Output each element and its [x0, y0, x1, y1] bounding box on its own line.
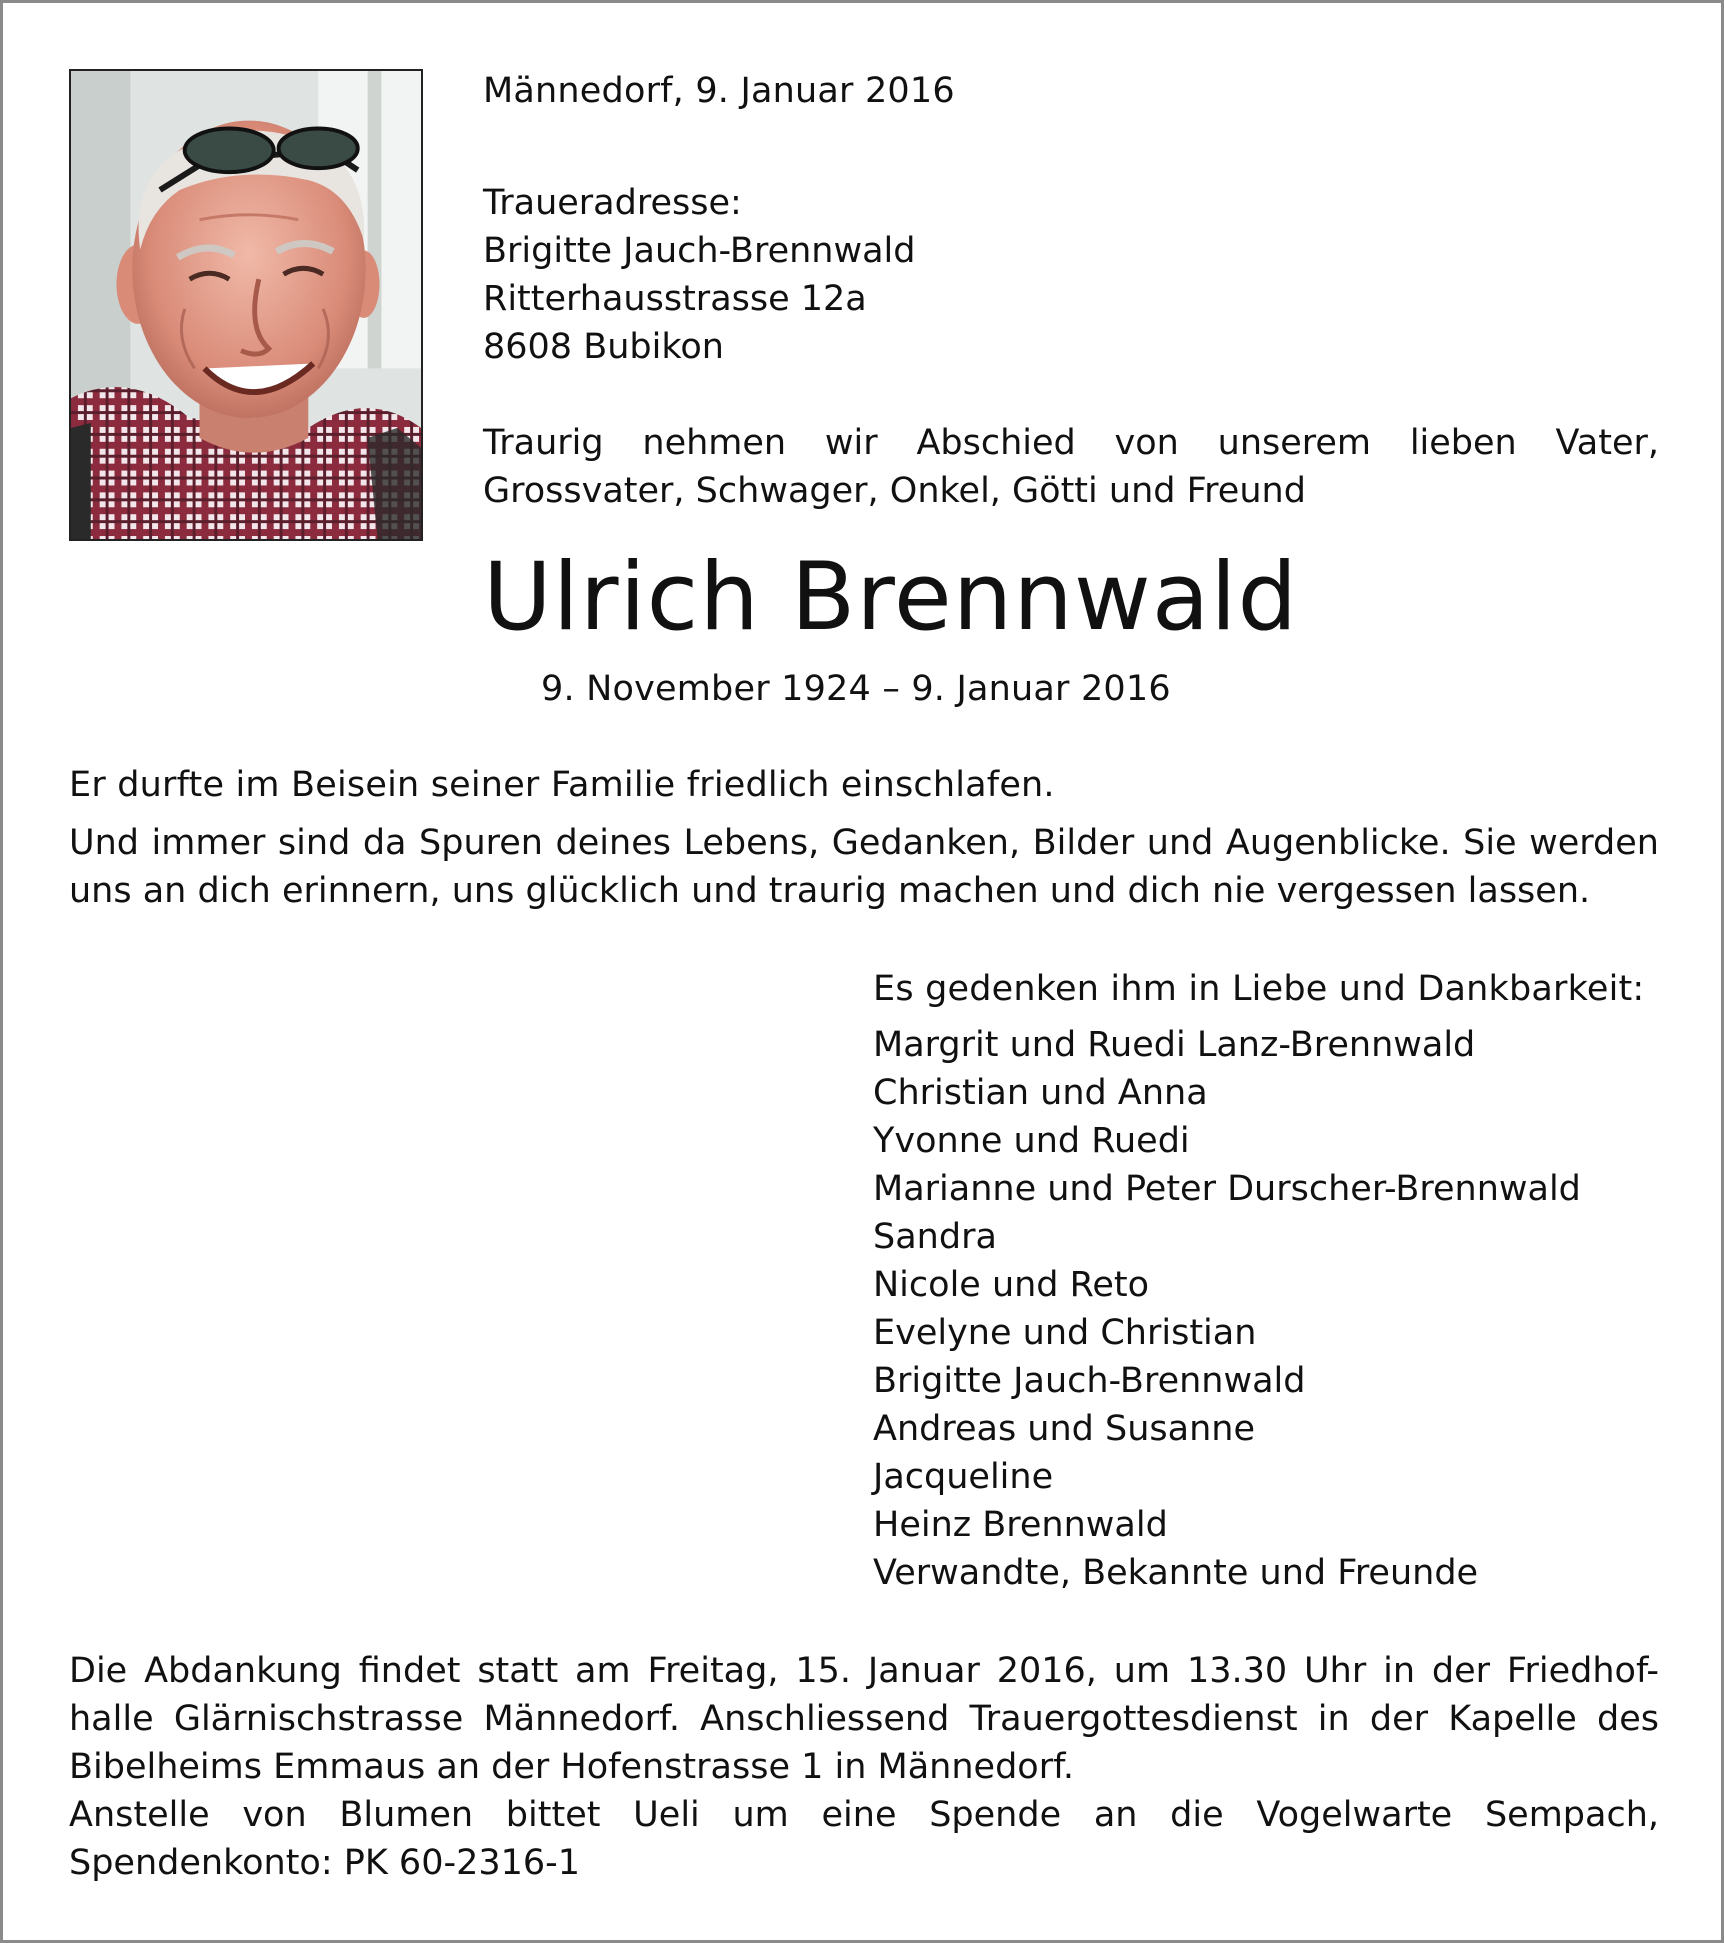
mourner-name: Evelyne und Christian: [873, 1313, 1257, 1353]
poem-line: Und immer sind da Spuren deines Lebens, Gedanken, Bilder und Augenblicke. Sie werden: [69, 823, 1659, 863]
address-line: Ritterhausstrasse 12a: [483, 279, 867, 319]
passing-sentence: Er durfte im Beisein seiner Familie friedlich einschlafen.: [69, 765, 1055, 805]
address-line: Brigitte Jauch-Brennwald: [483, 231, 916, 271]
memorial-poem: [69, 819, 1659, 915]
service-information: [69, 1647, 1659, 1887]
portrait-photo: [69, 69, 423, 541]
life-dates: 9. November 1924 – 9. Januar 2016: [541, 669, 1171, 709]
farewell-line: Traurig nehmen wir Abschied von unserem lieben Vater,: [483, 423, 1659, 463]
address-line: 8608 Bubikon: [483, 327, 724, 367]
farewell-text: [483, 419, 1659, 515]
service-line: Anstelle von Blumen bittet Ueli um eine Spende an die Vogelwarte Sempach,: [69, 1795, 1659, 1835]
service-line: Spendenkonto: PK 60-2316-1: [69, 1843, 581, 1883]
mourner-name: Sandra: [873, 1217, 997, 1257]
mourner-name: Marianne und Peter Durscher-Brennwald: [873, 1169, 1581, 1209]
place-date: Männedorf, 9. Januar 2016: [483, 71, 955, 111]
mourner-name: Brigitte Jauch-Brennwald: [873, 1361, 1306, 1401]
mourner-name: Nicole und Reto: [873, 1265, 1150, 1305]
mourner-name: Yvonne und Ruedi: [873, 1121, 1190, 1161]
mourners-list: [873, 1021, 1581, 1597]
poem-line: uns an dich erinnern, uns glücklich und traurig machen und dich nie vergessen lassen.: [69, 871, 1591, 911]
address-line: Traueradresse:: [483, 183, 742, 223]
service-line: Bibelheims Emmaus an der Hofenstrasse 1 in Männedorf.: [69, 1747, 1075, 1787]
service-line: halle Glärnischstrasse Männedorf. Anschliessend Trauergottesdienst in der Kapelle des: [69, 1699, 1659, 1739]
mourning-address: [483, 179, 915, 371]
mourner-name: Christian und Anna: [873, 1073, 1208, 1113]
farewell-line: Grossvater, Schwager, Onkel, Götti und Freund: [483, 471, 1306, 511]
mourner-name: Heinz Brennwald: [873, 1505, 1168, 1545]
deceased-name: Ulrich Brennwald: [483, 543, 1299, 652]
service-line: Die Abdankung findet statt am Freitag, 15. Januar 2016, um 13.30 Uhr in der Friedhof-: [69, 1651, 1659, 1691]
mourners-intro: Es gedenken ihm in Liebe und Dankbarkeit:: [873, 969, 1645, 1009]
mourner-name: Margrit und Ruedi Lanz-Brennwald: [873, 1025, 1476, 1065]
mourner-name: Andreas und Susanne: [873, 1409, 1255, 1449]
mourner-name: Jacqueline: [873, 1457, 1054, 1497]
portrait-image: [71, 71, 421, 539]
mourner-name: Verwandte, Bekannte und Freunde: [873, 1553, 1479, 1593]
